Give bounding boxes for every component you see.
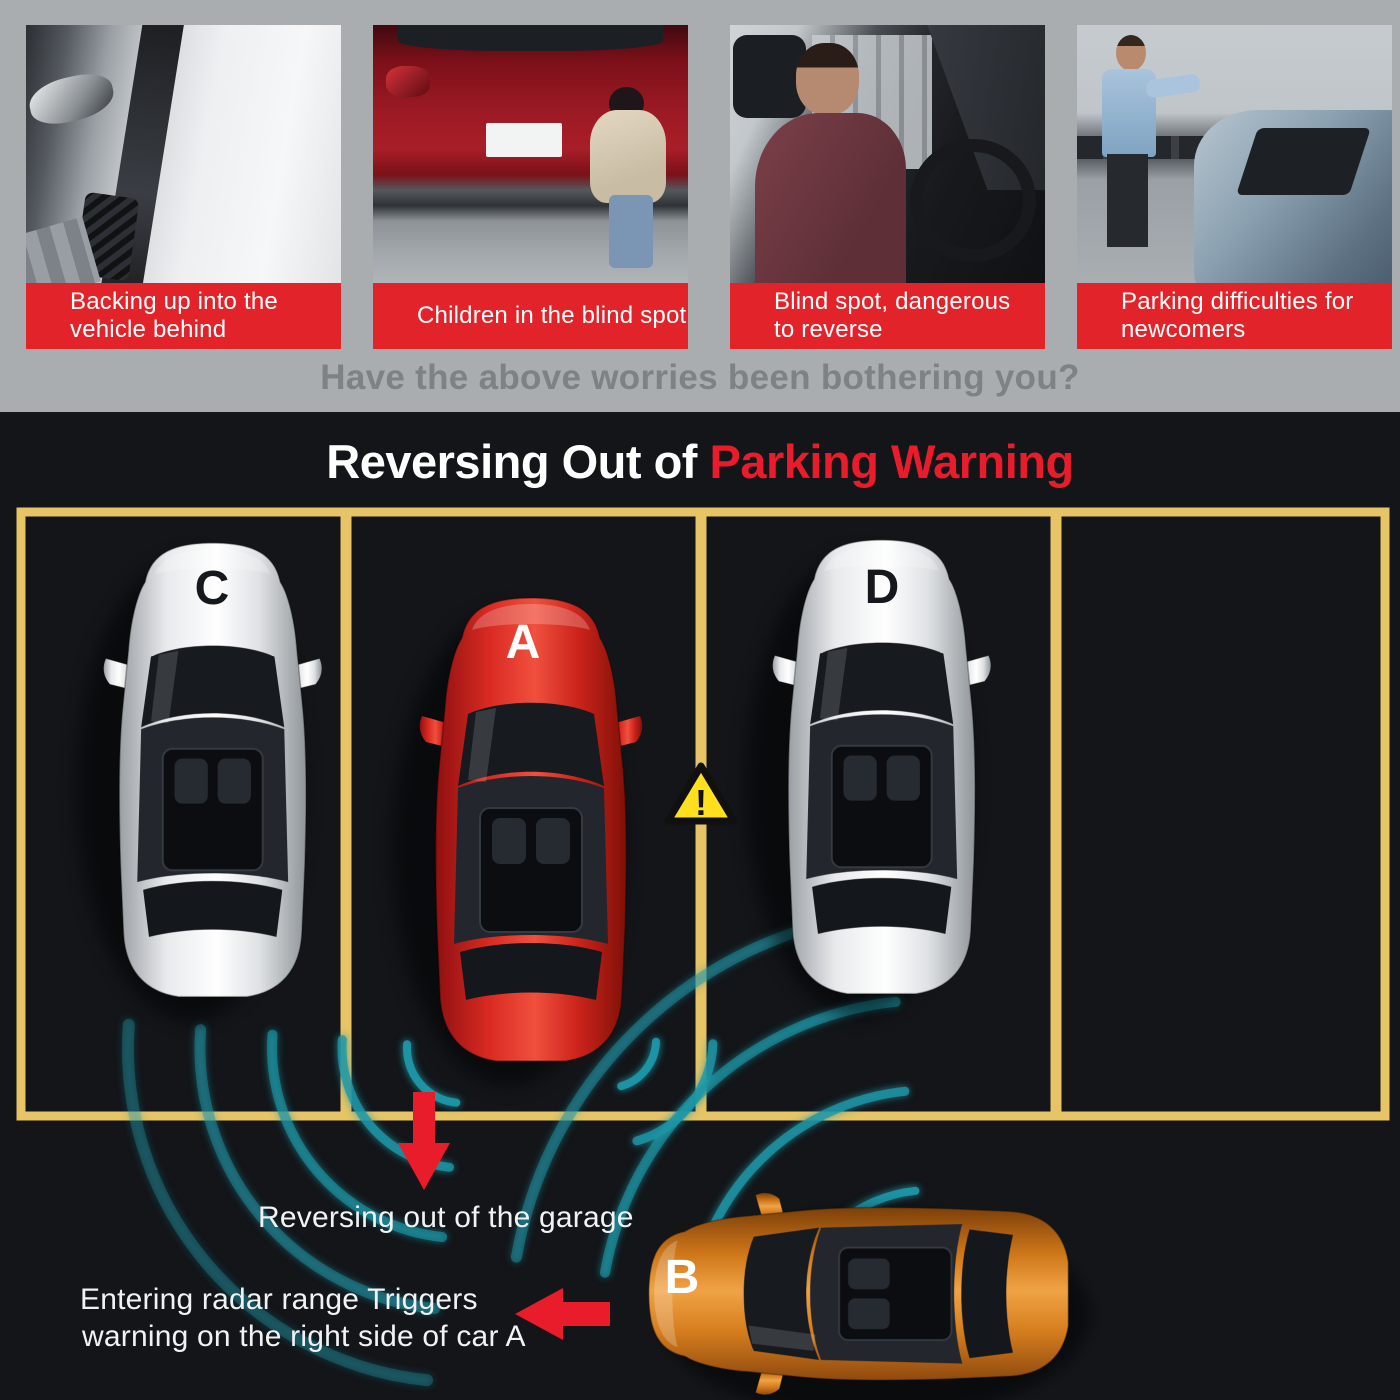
car-b-label: B <box>664 1251 700 1304</box>
caption-text: Blind spot, dangerous <box>774 288 1011 315</box>
worries-section <box>0 0 1400 412</box>
parking-instructor-photo <box>1077 25 1392 283</box>
title-red-part: Parking Warning <box>709 435 1074 488</box>
taillight-shape <box>386 66 430 97</box>
license-plate-shape <box>486 123 562 157</box>
driver-looking-back-photo <box>730 25 1045 283</box>
rear-window-shape <box>398 25 663 51</box>
car-d-label: D <box>864 561 900 614</box>
car-a <box>392 598 642 1086</box>
learner-windshield-shape <box>1236 128 1371 195</box>
steering-wheel-shape <box>910 139 1036 263</box>
worry-card-reverse-danger <box>730 25 1045 349</box>
car-b <box>649 1193 1091 1400</box>
trigger-caption-line1: Entering radar range Triggers <box>80 1283 478 1316</box>
caption-bar <box>26 283 341 349</box>
child-jeans-shape <box>609 195 653 267</box>
rear-collision-photo <box>26 25 341 283</box>
child-jacket-shape <box>590 110 666 203</box>
approach-direction-arrow <box>515 1288 610 1340</box>
caption-text: to reverse <box>774 316 883 343</box>
caption-text: Parking difficulties for <box>1121 288 1354 315</box>
car-c-label: C <box>194 562 230 615</box>
cars-layer <box>76 540 1090 1400</box>
caption-bar <box>373 283 688 349</box>
headrest-shape <box>733 35 805 118</box>
caption-text: Backing up into the <box>70 288 278 315</box>
car-a-label: A <box>505 616 541 669</box>
worry-card-newcomers <box>1077 25 1392 349</box>
headlight-shape <box>26 68 118 129</box>
title-white-part: Reversing Out of <box>326 435 697 488</box>
caption-bar <box>1077 283 1392 349</box>
trigger-caption-line2: warning on the right side of car A <box>82 1320 526 1353</box>
driver-head-shape <box>796 43 859 115</box>
radar-fan-right-arc <box>621 1042 656 1086</box>
reversing-caption: Reversing out of the garage <box>258 1201 634 1234</box>
caption-text: Children in the blind spot <box>417 302 687 329</box>
tagline: Have the above worries been bothering you? <box>320 358 1080 397</box>
worry-card-blindspot-child <box>373 25 688 349</box>
reverse-direction-arrow <box>398 1092 450 1190</box>
instructor-head-shape <box>1116 35 1146 71</box>
driver-shirt-shape <box>755 113 906 283</box>
parking-warning-section <box>0 412 1400 1400</box>
worry-card-collision <box>26 25 341 349</box>
caption-text: newcomers <box>1121 316 1246 343</box>
warning-triangle-icon <box>668 766 734 823</box>
caption-text: vehicle behind <box>70 316 227 343</box>
caption-bar <box>730 283 1045 349</box>
instructor-pants-shape <box>1107 154 1148 247</box>
parking-diagram <box>0 412 1400 1400</box>
child-behind-suv-photo <box>373 25 688 283</box>
exclamation-mark: ! <box>695 782 707 823</box>
